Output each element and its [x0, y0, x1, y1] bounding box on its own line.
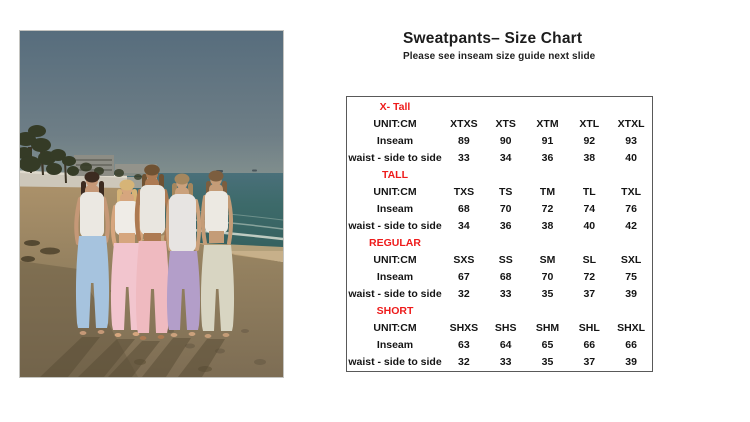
inseam-row	[347, 337, 652, 354]
inseam-value-cell: 70	[541, 271, 554, 284]
inseam-value-cell: 66	[583, 339, 596, 352]
inseam-value-cell: 89	[458, 135, 470, 148]
inseam-row	[347, 201, 652, 218]
waist-value-cell: 32	[458, 356, 470, 369]
unit-label: UNIT:CM	[373, 322, 417, 335]
size-code-cell: SL	[582, 254, 596, 267]
inseam-value-cell: 67	[458, 271, 470, 284]
waist-row	[347, 286, 652, 303]
waist-value-cell: 34	[458, 220, 470, 233]
slide-subtitle: Please see inseam size guide next slide	[403, 51, 596, 63]
waist-value-cell: 38	[541, 220, 554, 233]
section-header-row	[347, 167, 652, 184]
waist-value-cell: 33	[499, 288, 512, 301]
unit-row	[347, 252, 652, 269]
waist-value-cell: 34	[499, 152, 512, 165]
waist-value-cell: 38	[583, 152, 596, 165]
waist-row	[347, 150, 652, 167]
size-code-cell: TL	[582, 186, 596, 199]
size-code-cell: TS	[498, 186, 513, 199]
inseam-row	[347, 269, 652, 286]
inseam-value-cell: 68	[458, 203, 470, 216]
inseam-value-cell: 65	[541, 339, 554, 352]
inseam-value-cell: 72	[583, 271, 596, 284]
section-name: REGULAR	[369, 237, 421, 250]
size-code-cell: TXS	[453, 186, 475, 199]
size-code-cell: SHXS	[449, 322, 479, 335]
unit-label: UNIT:CM	[373, 118, 417, 131]
size-code-cell: XTXS	[450, 118, 478, 131]
size-code-cell: SHXL	[617, 322, 646, 335]
waist-row	[347, 354, 652, 371]
section-header-row	[347, 303, 652, 320]
inseam-value-cell: 72	[541, 203, 554, 216]
size-chart-table	[346, 96, 653, 372]
waist-value-cell: 32	[458, 288, 470, 301]
size-code-cell: XTS	[495, 118, 516, 131]
waist-value-cell: 35	[541, 288, 554, 301]
waist-value-cell: 35	[541, 356, 554, 369]
size-code-cell: XTXL	[617, 118, 645, 131]
inseam-value-cell: 92	[583, 135, 596, 148]
size-code-cell: SXS	[453, 254, 475, 267]
inseam-value-cell: 70	[499, 203, 512, 216]
size-code-cell: XTL	[579, 118, 600, 131]
waist-value-cell: 33	[458, 152, 470, 165]
inseam-value-cell: 63	[458, 339, 470, 352]
inseam-value-cell: 74	[583, 203, 596, 216]
waist-value-cell: 42	[625, 220, 637, 233]
inseam-label: Inseam	[376, 271, 414, 284]
section-name: TALL	[381, 169, 409, 182]
inseam-value-cell: 75	[625, 271, 637, 284]
inseam-value-cell: 90	[499, 135, 512, 148]
size-code-cell: SHM	[535, 322, 560, 335]
waist-label: waist - side to side	[348, 152, 442, 165]
size-code-cell: SHL	[578, 322, 600, 335]
section-header-row	[347, 99, 652, 116]
size-code-cell: SHS	[494, 322, 517, 335]
size-code-cell: TXL	[621, 186, 641, 199]
section-header-row	[347, 235, 652, 252]
waist-value-cell: 36	[541, 152, 554, 165]
unit-row	[347, 116, 652, 133]
inseam-value-cell: 93	[625, 135, 637, 148]
inseam-value-cell: 91	[541, 135, 554, 148]
size-code-cell: SM	[539, 254, 556, 267]
waist-label: waist - side to side	[348, 220, 442, 233]
inseam-value-cell: 66	[625, 339, 637, 352]
size-code-cell: TM	[539, 186, 556, 199]
waist-value-cell: 40	[583, 220, 596, 233]
unit-row	[347, 320, 652, 337]
waist-value-cell: 39	[625, 356, 637, 369]
inseam-value-cell: 68	[499, 271, 512, 284]
slide-title: Sweatpants– Size Chart	[403, 30, 583, 47]
waist-label: waist - side to side	[348, 288, 442, 301]
waist-value-cell: 33	[499, 356, 512, 369]
distant-ship	[252, 170, 257, 172]
section-name: SHORT	[376, 305, 414, 318]
inseam-label: Inseam	[376, 135, 414, 148]
size-code-cell: SXL	[620, 254, 642, 267]
inseam-label: Inseam	[376, 339, 414, 352]
section-name: X- Tall	[379, 101, 411, 114]
waist-value-cell: 36	[499, 220, 512, 233]
unit-label: UNIT:CM	[373, 254, 417, 267]
inseam-value-cell: 64	[499, 339, 512, 352]
beach-photo	[20, 31, 283, 377]
waist-value-cell: 39	[625, 288, 637, 301]
waist-label: waist - side to side	[348, 356, 442, 369]
inseam-row	[347, 133, 652, 150]
size-code-cell: XTM	[536, 118, 559, 131]
waist-value-cell: 40	[625, 152, 637, 165]
inseam-value-cell: 76	[625, 203, 637, 216]
heading-block	[403, 30, 595, 62]
waist-value-cell: 37	[583, 288, 596, 301]
unit-row	[347, 184, 652, 201]
waist-value-cell: 37	[583, 356, 596, 369]
inseam-label: Inseam	[376, 203, 414, 216]
waist-row	[347, 218, 652, 235]
photo-canvas	[20, 31, 283, 377]
size-code-cell: SS	[498, 254, 513, 267]
unit-label: UNIT:CM	[373, 186, 417, 199]
